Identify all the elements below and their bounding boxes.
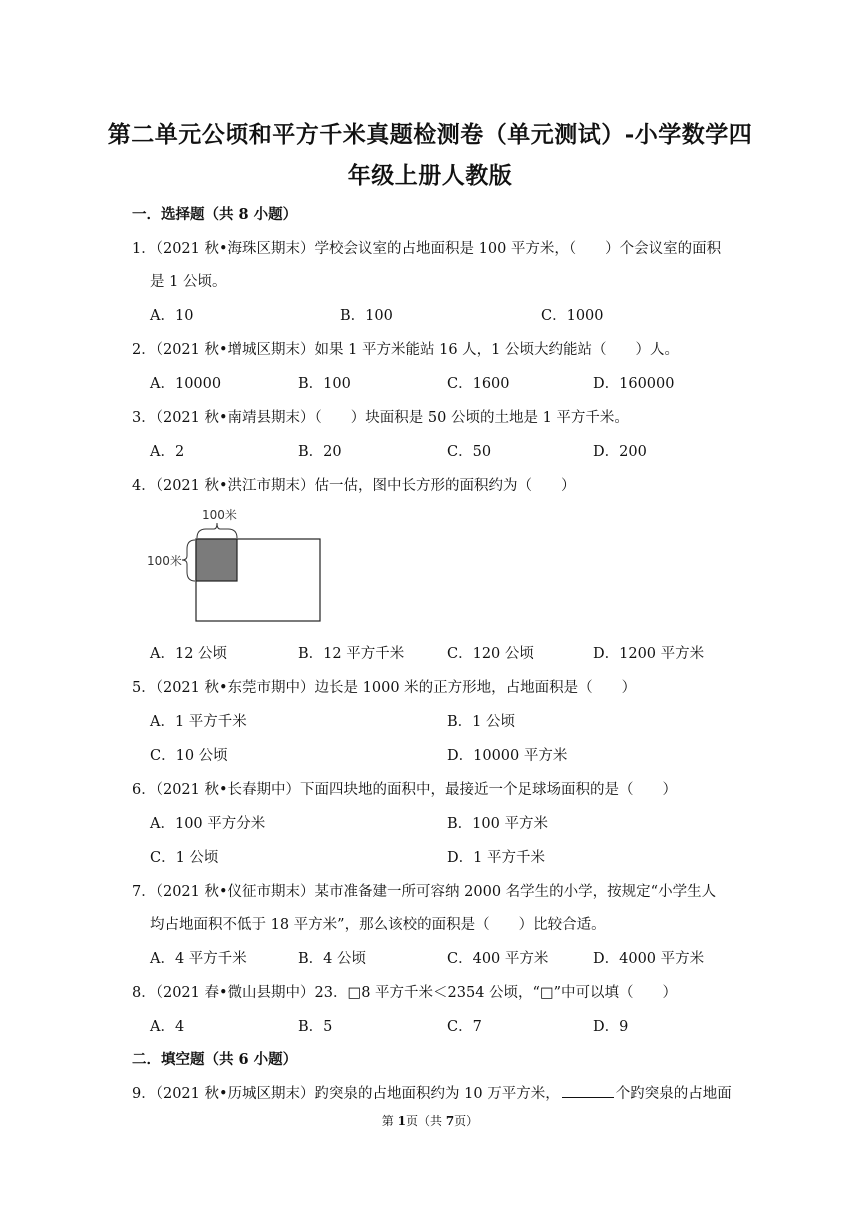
question-2-option-d[interactable]: D．160000 [593,376,675,392]
question-6-option-c[interactable]: C．1 公顷 [150,850,219,866]
figure-left-label: 100米 [147,554,182,568]
question-6-text: 6．（2021 秋•长春期中）下面四块地的面积中，最接近一个足球场面积的是（ ） [132,782,678,798]
question-3-option-d[interactable]: D．200 [593,444,647,460]
question-4-option-a[interactable]: A．12 公顷 [150,646,228,662]
question-8-option-c[interactable]: C．7 [447,1019,482,1035]
question-8-option-a[interactable]: A．4 [150,1019,185,1035]
question-5-text: 5．（2021 秋•东莞市期中）边长是 1000 米的正方形地，占地面积是（ ） [132,680,637,696]
question-3-option-c[interactable]: C．50 [447,444,492,460]
figure-top-label: 100米 [202,508,237,522]
page-title-line1: 第二单元公顷和平方千米真题检测卷（单元测试）-小学数学四 [107,121,753,148]
question-3-option-a[interactable]: A．2 [150,444,185,460]
question-7-text: 7．（2021 秋•仪征市期末）某市准备建一所可容纳 2000 名学生的小学，按规定“小学生人 [132,884,717,900]
question-9-text [132,1082,732,1103]
question-8-text: 8．（2021 春•微山县期中）23．□8 平方千米＜2354 公顷，“□”中可以填（ ） [132,985,678,1001]
question-1-option-c[interactable]: C．1000 [541,308,604,324]
question-6-option-d[interactable]: D．1 平方千米 [447,850,545,866]
question-3-option-b[interactable]: B．20 [298,444,342,460]
question-6-option-a[interactable]: A．100 平方分米 [150,816,266,832]
page-footer [0,1112,860,1129]
footer-mid: 页（共 [405,1114,446,1128]
rectangle-figure [140,505,330,625]
question-1-option-b[interactable]: B．100 [340,308,393,324]
question-2-option-a[interactable]: A．10000 [150,376,222,392]
question-8-option-d[interactable]: D．9 [593,1019,629,1035]
question-3-text: 3．（2021 秋•南靖县期末）（ ）块面积是 50 公顷的土地是 1 平方千米。 [132,410,629,426]
question-6-option-b[interactable]: B．100 平方米 [447,816,548,832]
question-2-text: 2．（2021 秋•增城区期末）如果 1 平方米能站 16 人，1 公顷大约能站（ ）人。 [132,342,679,358]
question-1-text: 1．（2021 秋•海珠区期末）学校会议室的占地面积是 100 平方米，（ ）个会议室的面积 [132,241,722,257]
question-5-option-b[interactable]: B．1 公顷 [447,714,515,730]
footer-page-number: 1 [397,1114,406,1128]
question-9-text-b: 个趵突泉的占地面 [615,1086,732,1102]
question-1-option-a[interactable]: A．10 [150,308,194,324]
top-brace [197,523,237,538]
shaded-square [196,539,237,581]
question-7-option-b[interactable]: B．4 公顷 [298,951,366,967]
question-2-option-c[interactable]: C．1600 [447,376,510,392]
question-5-option-a[interactable]: A．1 平方千米 [150,714,247,730]
footer-pre: 第 [381,1114,398,1128]
question-1-text-cont: 是 1 公顷。 [150,274,227,290]
question-7-option-c[interactable]: C．400 平方米 [447,951,549,967]
page-title-line2: 年级上册人教版 [347,162,513,189]
question-5-option-c[interactable]: C．10 公顷 [150,748,228,764]
question-2-option-b[interactable]: B．100 [298,376,351,392]
question-7-option-a[interactable]: A．4 平方千米 [150,951,247,967]
question-5-option-d[interactable]: D．10000 平方米 [447,748,568,764]
section-heading-fill: 二．填空题（共 6 小题） [132,1051,298,1068]
answer-blank[interactable] [562,1085,614,1098]
left-brace [182,540,195,581]
footer-post: 页） [454,1114,479,1128]
question-4-option-d[interactable]: D．1200 平方米 [593,646,705,662]
question-9-text-a: 9．（2021 秋•历城区期末）趵突泉的占地面积约为 10 万平方米， [132,1086,560,1102]
question-7-option-d[interactable]: D．4000 平方米 [593,951,705,967]
section-heading-choice: 一．选择题（共 8 小题） [132,206,298,223]
question-4-text: 4．（2021 秋•洪江市期末）估一估，图中长方形的面积约为（ ） [132,478,576,494]
footer-total-pages: 7 [445,1114,455,1128]
question-4-option-b[interactable]: B．12 平方千米 [298,646,405,662]
question-8-option-b[interactable]: B．5 [298,1019,333,1035]
question-7-text-cont: 均占地面积不低于 18 平方米”，那么该校的面积是（ ）比较合适。 [150,917,606,933]
question-4-option-c[interactable]: C．120 公顷 [447,646,534,662]
